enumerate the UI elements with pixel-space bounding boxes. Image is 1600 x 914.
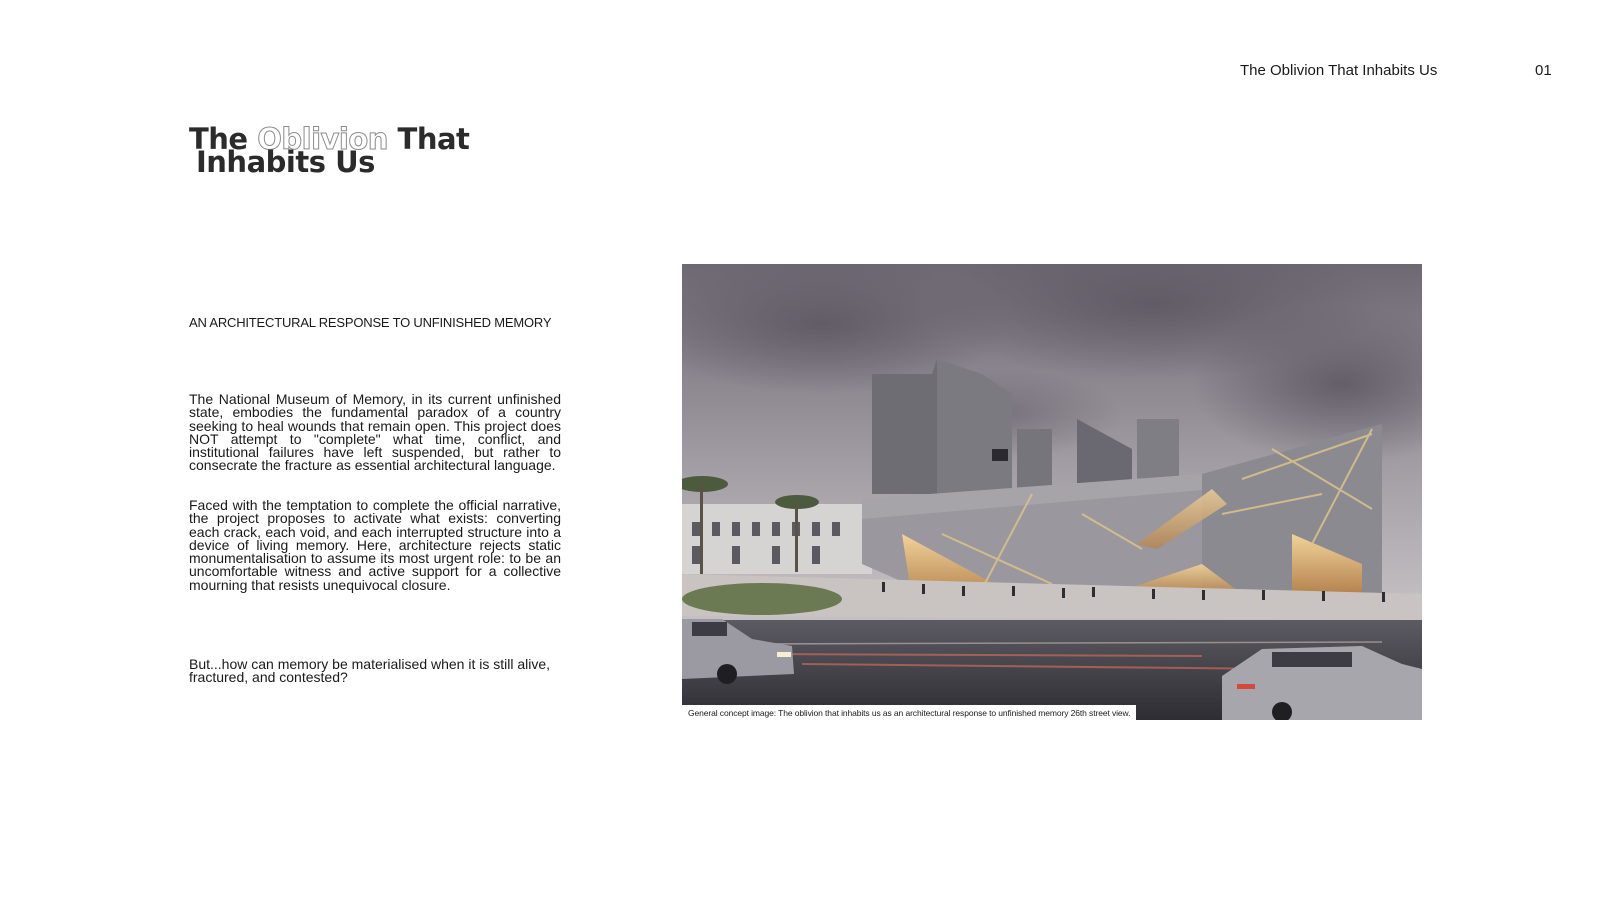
header-title: The Oblivion That Inhabits Us bbox=[1240, 62, 1438, 79]
page-title bbox=[189, 122, 470, 179]
image-caption: General concept image: The oblivion that inhabits us as an architectural response to unfinished memory 26th street view. bbox=[682, 705, 1136, 720]
title-line-2: Inhabits Us bbox=[196, 145, 375, 179]
title-word-oblivion: Oblivion bbox=[257, 122, 388, 156]
title-word-that: That bbox=[397, 122, 470, 156]
page-number: 01 bbox=[1535, 62, 1552, 79]
title-word-the: The bbox=[189, 122, 248, 156]
body-paragraph-question: But...how can memory be materialised when it is still alive, fractured, and contested? bbox=[189, 656, 551, 686]
museum-rendering bbox=[682, 264, 1422, 720]
body-paragraph-2: Faced with the temptation to complete the official narrative, the project proposes to activate what exists: converting each crack, each void, and each interrupted structure into a device of living memory. Here, architecture rejects static monumentalisation to assume its most urgent role: to be an uncomfortable witness and active support for a collective mourning that resists unequivocal closure. bbox=[189, 497, 561, 593]
concept-image bbox=[682, 264, 1422, 720]
section-subtitle: AN ARCHITECTURAL RESPONSE TO UNFINISHED MEMORY bbox=[189, 315, 552, 330]
body-paragraph-1: The National Museum of Memory, in its current unfinished state, embodies the fundamental paradox of a country seeking to heal wounds that remain open. This project does NOT attempt to "complete" what time, conflict, and institutional failures have left suspended, but rather to consecrate the fracture as essential architectural language. bbox=[189, 391, 561, 474]
